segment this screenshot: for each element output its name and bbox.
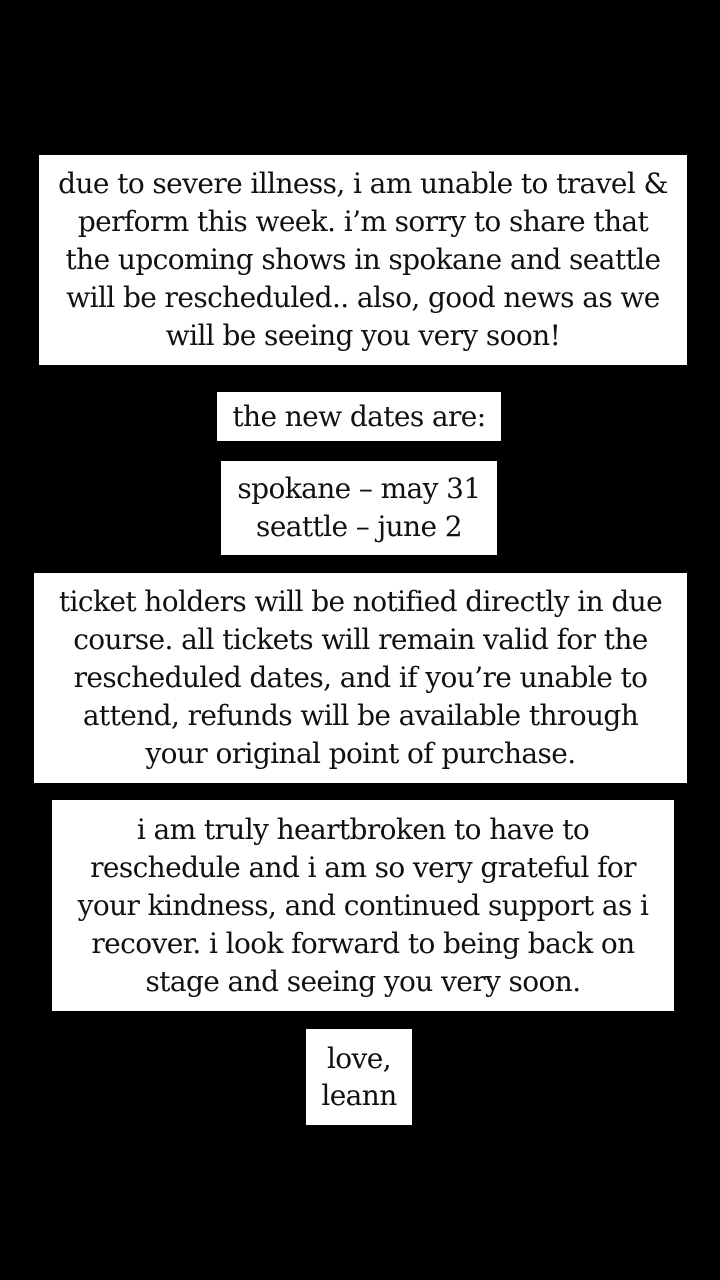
heartfelt-line: recover. i look forward to being back on: [91, 926, 635, 960]
tickets-line: ticket holders will be notified directly in due: [58, 585, 663, 618]
heartfelt-line: i am truly heartbroken to have to: [136, 812, 590, 846]
tickets-line: course. all tickets will remain valid for the: [73, 623, 648, 656]
signoff-line: love,: [326, 1042, 392, 1075]
intro-line: perform this week. i’m sorry to share that: [77, 205, 649, 238]
signoff-line: leann: [321, 1079, 397, 1112]
announcement-intro-card: [39, 155, 687, 365]
intro-line: will be seeing you very soon!: [165, 319, 561, 352]
tickets-line: attend, refunds will be available through: [82, 699, 639, 732]
tickets-line: your original point of purchase.: [145, 737, 576, 770]
tickets-line: rescheduled dates, and if you’re unable to: [73, 661, 648, 694]
intro-line: will be rescheduled.. also, good news as we: [66, 281, 660, 314]
signoff-card: [306, 1029, 412, 1125]
new-dates-label-card: [217, 392, 501, 441]
new-dates-label: the new dates are:: [232, 399, 486, 433]
date-line-seattle: seattle – june 2: [256, 510, 462, 543]
heartfelt-line: stage and seeing you very soon.: [145, 964, 581, 998]
heartfelt-message-card: [52, 800, 674, 1011]
ticket-info-card: [34, 573, 687, 783]
heartfelt-line: your kindness, and continued support as i: [77, 888, 649, 922]
intro-line: due to severe illness, i am unable to travel &: [58, 167, 668, 200]
date-line-spokane: spokane – may 31: [237, 472, 481, 505]
new-dates-card: [221, 461, 497, 555]
heartfelt-line: reschedule and i am so very grateful for: [90, 850, 636, 884]
intro-line: the upcoming shows in spokane and seattle: [65, 243, 661, 276]
